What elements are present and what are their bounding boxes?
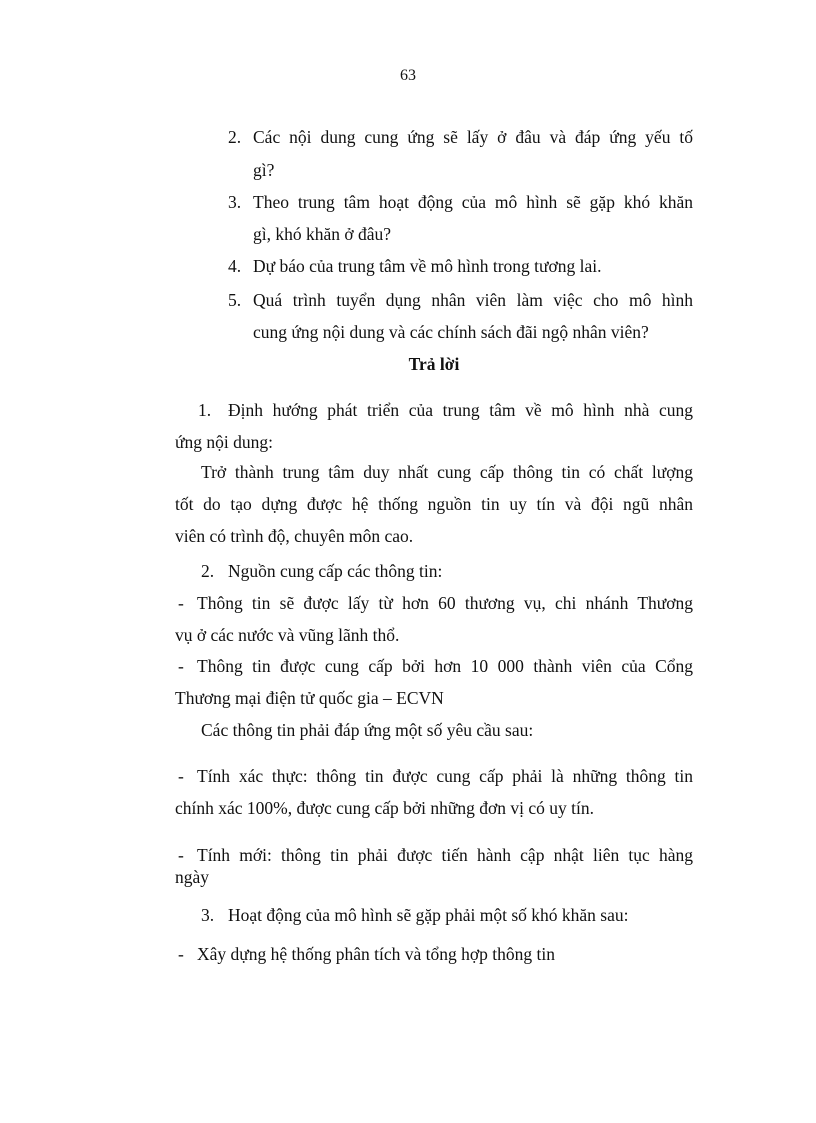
question-number: 4. [228, 256, 242, 276]
question-text: Quá trình tuyển dụng nhân viên làm việc cho mô hình [253, 290, 693, 310]
bullet-dash: - [178, 944, 184, 964]
question-text: Các nội dung cung ứng sẽ lấy ở đâu và đáp ứng yếu tố [253, 127, 693, 147]
bullet-dash: - [178, 656, 184, 676]
answer-title: Định hướng phát triển của trung tâm về mô hình nhà cung [228, 400, 693, 420]
answer-paragraph: viên có trình độ, chuyên môn cao. [175, 526, 414, 546]
bullet-text: Thương mại điện tử quốc gia – ECVN [175, 688, 444, 708]
bullet-text: Tính xác thực: thông tin được cung cấp phải là những thông tin [197, 766, 693, 786]
bullet-text: chính xác 100%, được cung cấp bởi những đơn vị có uy tín. [175, 798, 595, 818]
question-text: Dự báo của trung tâm về mô hình trong tương lai. [253, 256, 602, 276]
page-number: 63 [400, 67, 416, 84]
answer-paragraph: Các thông tin phải đáp ứng một số yêu cầu sau: [201, 720, 534, 740]
answer-title: Hoạt động của mô hình sẽ gặp phải một số khó khăn sau: [228, 905, 629, 925]
question-number: 2. [228, 127, 242, 147]
bullet-text: Thông tin được cung cấp bởi hơn 10 000 thành viên của Cổng [197, 656, 693, 676]
bullet-text: vụ ở các nước và vũng lãnh thổ. [175, 625, 400, 645]
answer-title: Nguồn cung cấp các thông tin: [228, 561, 443, 581]
question-number: 5. [228, 290, 242, 310]
answer-number: 2. [201, 561, 215, 581]
answer-title: ứng nội dung: [175, 432, 273, 452]
bullet-text: Thông tin sẽ được lấy từ hơn 60 thương vụ, chi nhánh Thương [197, 593, 693, 613]
answer-paragraph: Trở thành trung tâm duy nhất cung cấp thông tin có chất lượng [201, 462, 693, 482]
question-text: Theo trung tâm hoạt động của mô hình sẽ gặp khó khăn [253, 192, 693, 212]
answer-heading: Trả lời [408, 354, 460, 374]
bullet-text: Xây dựng hệ thống phân tích và tổng hợp thông tin [197, 944, 555, 964]
bullet-text: Tính mới: thông tin phải được tiến hành cập nhật liên tục hàng [197, 845, 693, 865]
question-text: gì? [253, 160, 275, 180]
question-number: 3. [228, 192, 242, 212]
answer-number: 3. [201, 905, 215, 925]
bullet-dash: - [178, 593, 184, 613]
bullet-text: ngày [175, 867, 210, 887]
bullet-dash: - [178, 766, 184, 786]
answer-number: 1. [198, 400, 212, 420]
question-text: gì, khó khăn ở đâu? [253, 224, 392, 244]
answer-paragraph: tốt do tạo dựng được hệ thống nguồn tin uy tín và đội ngũ nhân [175, 494, 693, 514]
question-text: cung ứng nội dung và các chính sách đãi ngộ nhân viên? [253, 322, 649, 342]
bullet-dash: - [178, 845, 184, 865]
